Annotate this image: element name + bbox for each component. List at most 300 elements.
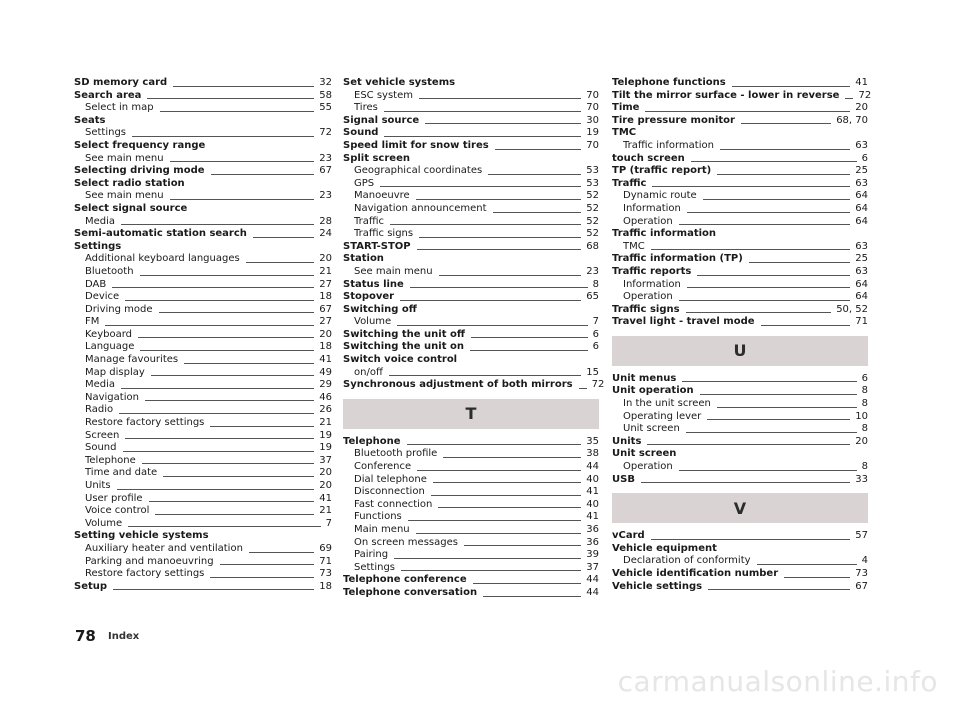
- index-entry: [612, 77, 868, 90]
- index-subentry: [343, 316, 599, 329]
- entry-page-ref[interactable]: 8: [861, 385, 868, 397]
- entry-label: Switching off: [343, 303, 417, 315]
- entry-page-ref[interactable]: 20: [855, 435, 868, 447]
- entry-label: Time: [612, 102, 640, 114]
- index-subentry: [343, 499, 599, 512]
- leader-line: [170, 199, 315, 200]
- entry-label: GPS: [354, 177, 375, 189]
- index-letter-heading: V: [612, 493, 868, 523]
- index-entry: [612, 102, 868, 115]
- entry-page-ref[interactable]: 72: [591, 379, 605, 391]
- index-entry: [612, 153, 868, 166]
- entry-page-ref[interactable]: 27: [319, 278, 332, 290]
- leader-line: [408, 520, 582, 521]
- entry-page-ref[interactable]: 36: [586, 524, 599, 535]
- leader-line: [433, 482, 581, 483]
- entry-label: Disconnection: [354, 486, 425, 498]
- entry-label: Driving mode: [85, 303, 153, 315]
- entry-label: Tire pressure monitor: [612, 114, 735, 126]
- index-entry: [612, 253, 868, 266]
- entry-label: Traffic: [354, 215, 385, 227]
- entry-label: Time and date: [85, 467, 158, 479]
- entry-label: on/off: [354, 366, 383, 378]
- index-subentry: [343, 367, 599, 380]
- index-subentry: [74, 153, 332, 166]
- index-entry: [612, 127, 868, 140]
- leader-line: [488, 174, 581, 175]
- entry-page-ref[interactable]: 70: [586, 89, 599, 101]
- entry-label: Unit screen: [612, 448, 677, 460]
- entry-page-ref[interactable]: 7: [325, 517, 332, 529]
- index-subentry: [612, 411, 868, 424]
- entry-label: SD memory card: [74, 77, 168, 88]
- entry-label: Additional keyboard languages: [85, 253, 240, 265]
- entry-page-ref[interactable]: 63: [855, 139, 868, 151]
- entry-page-ref[interactable]: 63: [855, 265, 868, 277]
- entry-page-ref[interactable]: 72: [319, 127, 332, 139]
- entry-page-ref[interactable]: 6: [861, 152, 868, 164]
- index-subentry: [74, 354, 332, 367]
- leader-line: [732, 86, 851, 87]
- entry-page-ref[interactable]: 64: [855, 190, 868, 202]
- section-title: Index: [108, 631, 140, 642]
- entry-label: Bluetooth profile: [354, 448, 438, 460]
- entry-label: vCard: [612, 530, 645, 542]
- leader-line: [155, 514, 314, 515]
- entry-page-ref[interactable]: 25: [855, 253, 868, 265]
- index-subentry: [74, 404, 332, 417]
- entry-page-ref[interactable]: 70: [586, 102, 599, 114]
- leader-line: [105, 325, 314, 326]
- entry-page-ref[interactable]: 37: [319, 454, 332, 466]
- entry-page-ref[interactable]: 26: [319, 404, 332, 416]
- entry-page-ref[interactable]: 40: [586, 498, 599, 510]
- index-subentry: [74, 493, 332, 506]
- entry-page-ref[interactable]: 37: [586, 561, 599, 573]
- entry-page-ref[interactable]: 41: [319, 492, 332, 504]
- index-entry: [74, 228, 332, 241]
- entry-page-ref[interactable]: 18: [319, 580, 332, 592]
- entry-page-ref[interactable]: 71: [319, 555, 332, 567]
- leader-line: [686, 312, 832, 313]
- entry-label: Operating lever: [623, 410, 702, 422]
- index-subentry: [343, 549, 599, 562]
- entry-label: Signal source: [343, 114, 420, 126]
- entry-label: Pairing: [354, 549, 389, 561]
- entry-page-ref[interactable]: 52: [586, 228, 599, 240]
- entry-label: Telephone conference: [343, 574, 467, 586]
- entry-page-ref[interactable]: 52: [586, 202, 599, 214]
- entry-label: Declaration of conformity: [623, 555, 751, 567]
- entry-page-ref[interactable]: 15: [586, 366, 599, 378]
- entry-page-ref[interactable]: 70: [586, 139, 599, 151]
- leader-line: [761, 325, 851, 326]
- index-subentry: [343, 165, 599, 178]
- leader-line: [132, 136, 314, 137]
- leader-line: [170, 161, 315, 162]
- leader-line: [128, 526, 320, 527]
- entry-label: Parking and manoeuvring: [85, 555, 214, 567]
- entry-page-ref[interactable]: 52: [586, 190, 599, 202]
- entry-page-ref[interactable]: 55: [319, 102, 332, 114]
- index-subentry: [343, 537, 599, 550]
- entry-page-ref[interactable]: 41: [319, 354, 332, 366]
- entry-label: Setup: [74, 580, 108, 592]
- entry-page-ref[interactable]: 64: [855, 291, 868, 303]
- leader-line: [384, 136, 581, 137]
- index-subentry: [74, 304, 332, 317]
- entry-page-ref[interactable]: 19: [586, 127, 599, 139]
- entry-page-ref[interactable]: 33: [855, 473, 868, 485]
- leader-line: [495, 149, 582, 150]
- index-subentry: [343, 190, 599, 203]
- leader-line: [210, 426, 314, 427]
- entry-page-ref[interactable]: 21: [319, 417, 332, 429]
- entry-page-ref[interactable]: 6: [592, 328, 599, 340]
- entry-page-ref[interactable]: 64: [855, 215, 868, 227]
- entry-label: Search area: [74, 89, 142, 101]
- leader-line: [687, 287, 850, 288]
- entry-page-ref[interactable]: 58: [319, 89, 332, 101]
- entry-page-ref[interactable]: 53: [586, 165, 599, 177]
- index-entry: [612, 266, 868, 279]
- leader-line: [211, 174, 315, 175]
- entry-page-ref[interactable]: 8: [861, 461, 868, 473]
- index-entry: [74, 140, 332, 153]
- leader-line: [708, 589, 850, 590]
- entry-label: Information: [623, 202, 681, 214]
- index-subentry: [74, 379, 332, 392]
- entry-label: User profile: [85, 492, 143, 504]
- entry-label: Voice control: [85, 505, 150, 517]
- entry-label: Vehicle settings: [612, 580, 703, 592]
- index-column-3: [612, 77, 872, 593]
- index-entry: [343, 77, 599, 90]
- index-entry: [343, 354, 599, 367]
- entry-page-ref[interactable]: 21: [319, 265, 332, 277]
- index-subentry: [74, 392, 332, 405]
- leader-line: [679, 470, 857, 471]
- entry-label: Settings: [85, 127, 127, 139]
- entry-page-ref[interactable]: 40: [586, 473, 599, 485]
- entry-page-ref[interactable]: 46: [319, 391, 332, 403]
- index-subentry: [74, 417, 332, 430]
- index-entry: [343, 574, 599, 587]
- entry-label: Speed limit for snow tires: [343, 139, 489, 151]
- entry-label: Restore factory settings: [85, 568, 205, 580]
- index-subentry: [612, 216, 868, 229]
- index-subentry: [612, 279, 868, 292]
- leader-line: [419, 237, 581, 238]
- entry-page-ref[interactable]: 72: [858, 89, 872, 101]
- entry-page-ref[interactable]: 32: [319, 77, 332, 88]
- leader-line: [471, 337, 588, 338]
- leader-line: [184, 363, 314, 364]
- index-entry: [343, 291, 599, 304]
- leader-line: [400, 300, 581, 301]
- entry-page-ref[interactable]: 73: [319, 568, 332, 580]
- entry-page-ref[interactable]: 52: [586, 215, 599, 227]
- entry-page-ref[interactable]: 50, 52: [836, 303, 868, 315]
- leader-line: [159, 312, 315, 313]
- entry-page-ref[interactable]: 20: [319, 253, 332, 265]
- index-subentry: [343, 203, 599, 216]
- entry-page-ref[interactable]: 30: [586, 114, 599, 126]
- entry-page-ref[interactable]: 7: [592, 316, 599, 328]
- entry-page-ref[interactable]: 71: [855, 316, 868, 328]
- index-entry: [612, 581, 868, 594]
- entry-page-ref[interactable]: 63: [855, 240, 868, 252]
- index-subentry: [74, 190, 332, 203]
- index-entry: [74, 178, 332, 191]
- leader-line: [407, 444, 582, 445]
- entry-page-ref[interactable]: 27: [319, 316, 332, 328]
- entry-page-ref[interactable]: 73: [855, 568, 868, 579]
- entry-page-ref[interactable]: 6: [861, 372, 868, 384]
- entry-label: Units: [612, 435, 642, 447]
- entry-label: Traffic information (TP): [612, 253, 743, 265]
- entry-label: Unit operation: [612, 385, 694, 397]
- leader-line: [687, 212, 850, 213]
- entry-label: Information: [623, 278, 681, 290]
- leader-line: [121, 388, 314, 389]
- leader-line: [700, 394, 857, 395]
- index-subentry: [74, 266, 332, 279]
- entry-label: Sound: [343, 127, 379, 139]
- index-letter-heading: T: [343, 399, 599, 429]
- index-subentry: [343, 178, 599, 191]
- leader-line: [438, 507, 581, 508]
- entry-label: Radio: [85, 404, 114, 416]
- entry-page-ref[interactable]: 57: [855, 530, 868, 542]
- index-entry: [343, 153, 599, 166]
- entry-page-ref[interactable]: 41: [855, 77, 868, 88]
- entry-label: Telephone functions: [612, 77, 726, 88]
- index-entry: [74, 203, 332, 216]
- leader-line: [464, 545, 581, 546]
- entry-label: TMC: [623, 240, 645, 252]
- entry-page-ref[interactable]: 4: [861, 555, 868, 567]
- index-entry: [74, 77, 332, 90]
- entry-label: Language: [85, 341, 135, 353]
- entry-page-ref[interactable]: 64: [855, 278, 868, 290]
- leader-line: [246, 262, 315, 263]
- entry-label: Settings: [354, 561, 396, 573]
- leader-line: [697, 275, 850, 276]
- index-subentry: [74, 430, 332, 443]
- entry-page-ref[interactable]: 29: [319, 379, 332, 391]
- entry-page-ref[interactable]: 6: [592, 341, 599, 353]
- entry-page-ref[interactable]: 53: [586, 177, 599, 189]
- index-subentry: [612, 190, 868, 203]
- entry-page-ref[interactable]: 63: [855, 177, 868, 189]
- index-entry: [612, 165, 868, 178]
- leader-line: [416, 533, 582, 534]
- entry-page-ref[interactable]: 23: [319, 190, 332, 202]
- entry-label: Stopover: [343, 291, 395, 303]
- leader-line: [380, 186, 581, 187]
- leader-line: [749, 262, 850, 263]
- entry-label: Settings: [74, 240, 122, 252]
- entry-page-ref[interactable]: 67: [319, 303, 332, 315]
- entry-label: Travel light - travel mode: [612, 316, 755, 328]
- entry-label: Geographical coordinates: [354, 165, 483, 177]
- entry-label: Manage favourites: [85, 354, 179, 366]
- entry-page-ref[interactable]: 68, 70: [836, 114, 868, 126]
- entry-page-ref[interactable]: 36: [586, 536, 599, 548]
- index-subentry: [74, 279, 332, 292]
- leader-line: [652, 186, 850, 187]
- index-subentry: [74, 568, 332, 581]
- entry-page-ref[interactable]: 20: [855, 102, 868, 114]
- leader-line: [163, 476, 314, 477]
- index-entry: [612, 89, 872, 103]
- leader-line: [845, 98, 853, 99]
- index-entry: [612, 474, 868, 487]
- leader-line: [140, 350, 314, 351]
- leader-line: [160, 111, 315, 112]
- entry-label: See main menu: [85, 190, 164, 202]
- entry-page-ref[interactable]: 19: [319, 442, 332, 454]
- index-subentry: [343, 486, 599, 499]
- entry-page-ref[interactable]: 20: [319, 328, 332, 340]
- entry-label: Map display: [85, 366, 145, 378]
- entry-page-ref[interactable]: 24: [319, 228, 332, 240]
- entry-label: Unit screen: [623, 423, 680, 435]
- entry-label: Synchronous adjustment of both mirrors: [343, 379, 573, 391]
- leader-line: [717, 407, 857, 408]
- entry-page-ref[interactable]: 69: [319, 542, 332, 554]
- entry-label: Bluetooth: [85, 265, 134, 277]
- entry-page-ref[interactable]: 25: [855, 165, 868, 177]
- index-subentry: [612, 398, 868, 411]
- entry-label: Dynamic route: [623, 190, 697, 202]
- entry-page-ref[interactable]: 65: [586, 291, 599, 303]
- watermark: carmanualsonline.info: [617, 665, 938, 698]
- leader-line: [717, 174, 850, 175]
- entry-page-ref[interactable]: 38: [586, 448, 599, 460]
- index-subentry: [612, 461, 868, 474]
- entry-label: Device: [85, 291, 120, 303]
- leader-line: [691, 161, 857, 162]
- entry-label: touch screen: [612, 152, 685, 164]
- index-subentry: [343, 266, 599, 279]
- entry-label: On screen messages: [354, 536, 458, 548]
- entry-page-ref[interactable]: 8: [592, 278, 599, 290]
- leader-line: [679, 224, 851, 225]
- entry-page-ref[interactable]: 18: [319, 341, 332, 353]
- entry-page-ref[interactable]: 21: [319, 505, 332, 517]
- entry-page-ref[interactable]: 19: [319, 429, 332, 441]
- index-subentry: [74, 329, 332, 342]
- entry-label: Sound: [85, 442, 117, 454]
- entry-label: Select signal source: [74, 202, 188, 214]
- leader-line: [647, 444, 850, 445]
- entry-label: ESC system: [354, 89, 413, 101]
- entry-label: Auxiliary heater and ventilation: [85, 542, 243, 554]
- index-entry: [612, 436, 868, 449]
- entry-label: Main menu: [354, 524, 410, 535]
- entry-label: TP (traffic report): [612, 165, 712, 177]
- index-subentry: [74, 291, 332, 304]
- index-subentry: [74, 367, 332, 380]
- entry-page-ref[interactable]: 44: [586, 574, 599, 586]
- index-column-1: [74, 77, 332, 593]
- index-letter-heading: U: [612, 336, 868, 366]
- entry-page-ref[interactable]: 23: [586, 265, 599, 277]
- entry-label: Split screen: [343, 152, 410, 164]
- entry-page-ref[interactable]: 49: [319, 366, 332, 378]
- entry-label: In the unit screen: [623, 398, 711, 410]
- entry-page-ref[interactable]: 64: [855, 202, 868, 214]
- entry-label: Media: [85, 379, 116, 391]
- leader-line: [443, 457, 581, 458]
- entry-page-ref[interactable]: 41: [586, 511, 599, 523]
- leader-line: [641, 482, 850, 483]
- entry-label: DAB: [85, 278, 107, 290]
- leader-line: [401, 570, 581, 571]
- entry-page-ref[interactable]: 28: [319, 215, 332, 227]
- entry-page-ref[interactable]: 68: [586, 240, 599, 252]
- entry-page-ref[interactable]: 10: [855, 410, 868, 422]
- leader-line: [249, 552, 314, 553]
- index-entry: [612, 115, 868, 128]
- leader-line: [151, 375, 314, 376]
- entry-label: Conference: [354, 461, 412, 473]
- index-entry: [343, 587, 599, 600]
- index-subentry: [74, 518, 332, 531]
- entry-page-ref[interactable]: 20: [319, 467, 332, 479]
- index-subentry: [74, 216, 332, 229]
- entry-label: Traffic information: [623, 139, 714, 151]
- entry-page-ref[interactable]: 23: [319, 152, 332, 164]
- entry-label: Media: [85, 215, 116, 227]
- entry-label: Keyboard: [85, 328, 133, 340]
- entry-label: Selecting driving mode: [74, 165, 205, 177]
- leader-line: [113, 589, 314, 590]
- leader-line: [682, 381, 856, 382]
- index-entry: [612, 543, 868, 556]
- leader-line: [416, 199, 582, 200]
- entry-label: Switch voice control: [343, 354, 458, 366]
- entry-page-ref[interactable]: 8: [861, 398, 868, 410]
- entry-page-ref[interactable]: 67: [855, 580, 868, 592]
- entry-page-ref[interactable]: 18: [319, 291, 332, 303]
- entry-page-ref[interactable]: 44: [586, 586, 599, 598]
- entry-page-ref[interactable]: 20: [319, 480, 332, 491]
- entry-page-ref[interactable]: 35: [586, 435, 599, 447]
- entry-page-ref[interactable]: 8: [861, 423, 868, 435]
- entry-page-ref[interactable]: 44: [586, 461, 599, 473]
- entry-page-ref[interactable]: 67: [319, 165, 332, 177]
- entry-page-ref[interactable]: 41: [586, 486, 599, 498]
- entry-page-ref[interactable]: 39: [586, 549, 599, 561]
- index-entry: [343, 379, 605, 392]
- leader-line: [410, 287, 588, 288]
- leader-line: [125, 300, 314, 301]
- page-number: 78: [75, 627, 96, 645]
- entry-label: Volume: [85, 517, 123, 529]
- entry-label: Telephone: [85, 454, 136, 466]
- leader-line: [112, 287, 314, 288]
- index-subentry: [343, 216, 599, 229]
- leader-line: [384, 111, 581, 112]
- index-subentry: [74, 253, 332, 266]
- index-subentry: [74, 316, 332, 329]
- index-entry: [74, 581, 332, 594]
- leader-line: [138, 337, 314, 338]
- entry-label: Seats: [74, 114, 106, 126]
